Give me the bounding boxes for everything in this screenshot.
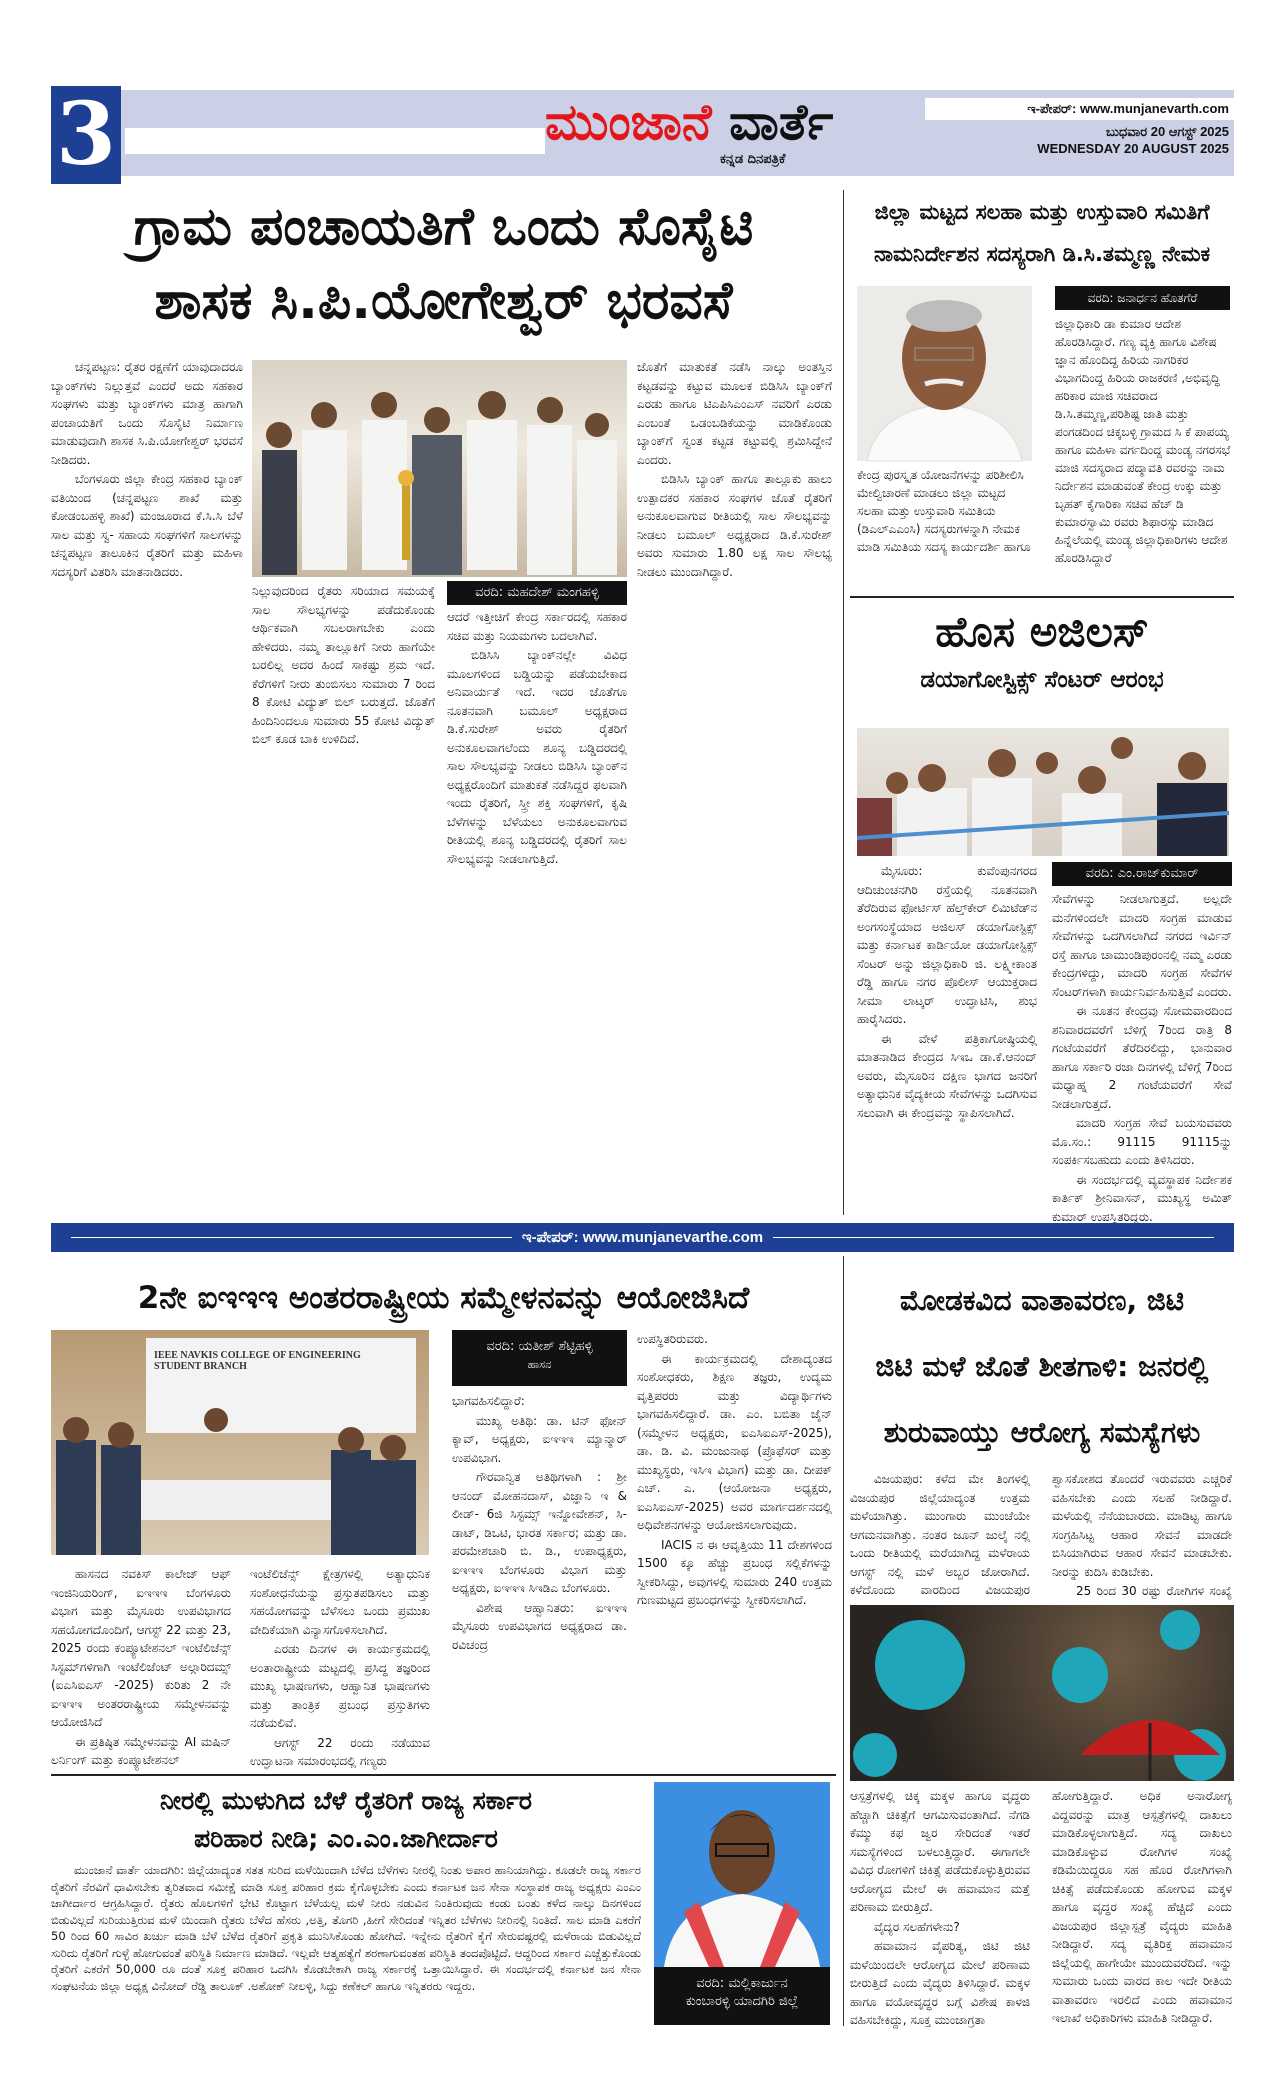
weather-photo: [850, 1605, 1234, 1781]
nominee-byline: ವರದಿ: ಜನಾರ್ಧನ ಹೊತಗೆರೆ: [1055, 286, 1230, 310]
paragraph: 25 ರಿಂದ 30 ರಷ್ಟು ರೋಗಿಗಳ ಸಂಖ್ಯೆ: [1076, 1584, 1232, 1598]
paragraph: ಚನ್ನಪಟ್ಟಣ: ರೈತರ ರಕ್ಷಣೆಗೆ ಯಾವುದಾದರೂ ಬ್ಯಾಂಕ್‌ಗಳು ನಿಲ್ಲುತ್ತವೆ ಎಂದರೆ ಅದು ಸಹಕಾರ ಸಂಘಗಳು ಮತ್ತು ಬ್ಯಾಂಕ್‌ಗಳು ಮಾತ್ರ ಹಾಗಾಗಿ ಪಂಚಾಯತಿಗೆ ಒಂದು ಸೊಸೈಟಿ ನಿರ್ಮಾಣ ಮಾಡುವುದಾಗಿ ಶಾಸಕ ಸಿ.ಪಿ.ಯೋಗೇಶ್ವರ್ ಭರವಸೆ ನೀಡಿದರು.: [51, 360, 243, 467]
photo-banner-text: IEEE NAVKIS COLLEGE OF ENGINEERING STUDENT BRANCH: [146, 1338, 416, 1433]
lead-headline-2: ಶಾಸಕ ಸಿ.ಪಿ.ಯೋಗೇಶ್ವರ್ ಭರವಸೆ: [154, 271, 733, 331]
paragraph: ಇಂಟೆಲಿಜೆನ್ಸ್ ಕ್ಷೇತ್ರಗಳಲ್ಲಿ ಅತ್ಯಾಧುನಿಕ ಸಂಶೋಧನೆಯನ್ನು ಪ್ರಸ್ತುತಪಡಿಸಲು ಮತ್ತು ಸಹಯೋಗವನ್ನು ಬೆಳೆಸಲು ಒಂದು ಪ್ರಮುಖ ವೇದಿಕೆಯಾಗಿ ವಿನ್ಯಾಸಗೊಳಿಸಲಾಗಿದೆ.: [250, 1567, 430, 1637]
paragraph: ಈ ನೂತನ ಕೇಂದ್ರವು ಸೋಮವಾರದಿಂದ ಶನಿವಾರದವರೆಗೆ ಬೆಳಿಗ್ಗೆ 7ರಿಂದ ರಾತ್ರಿ 8 ಗಂಟೆಯವರೆಗೆ ತೆರೆದಿರಲಿದ್ದು, ಭಾನುವಾರ ಹಾಗೂ ಸರ್ಕಾರಿ ರಜಾ ದಿನಗಳಲ್ಲಿ ಬೆಳಿಗ್ಗೆ 7ರಿಂದ ಮಧ್ಯಾಹ್ನ 2 ಗಂಟೆಯವರೆಗೆ ಸೇವೆ ನೀಡಲಾಗುತ್ತದೆ.: [1052, 1004, 1232, 1111]
paragraph: ನಿಲ್ಲುವುದರಿಂದ ರೈತರು ಸರಿಯಾದ ಸಮಯಕ್ಕೆ ಸಾಲ ಸೌಲಭ್ಯಗಳನ್ನು ಪಡೆದುಕೊಂಡು ಆರ್ಥಿಕವಾಗಿ ಸಬಲರಾಗಬೇಕು ಎಂದು ಹೇಳಿದರು. ನಮ್ಮ ತಾಲ್ಲೂಕಿಗೆ ನೀರು ಹಾಗೆಯೇ ಬರಲಿಲ್ಲ ಅದರ ಹಿಂದೆ ಸಾಕಷ್ಟು ಶ್ರಮ ಇದೆ. ಕೆರೆಗಳಿಗೆ ನೀರು ತುಂಬಿಸಲು ಸುಮಾರು 7 ರಿಂದ 8 ಕೋಟಿ ವಿದ್ಯುತ್ ಬಿಲ್ ಬರುತ್ತದೆ. ಜೊತೆಗೆ ಹಿಂದಿನಿಂದಲೂ ಸುಮಾರು 55 ಕೋಟಿ ವಿದ್ಯುತ್ ಬಿಲ್ ಕೂಡ ಬಾಕಿ ಉಳಿದಿದೆ.: [252, 584, 435, 746]
section-divider: [850, 596, 1234, 598]
nominee-photo: [857, 286, 1032, 461]
agilus-column-2: [1052, 890, 1232, 1224]
date-english: WEDNESDAY 20 AUGUST 2025: [1037, 141, 1229, 156]
paragraph: ಆದರೆ ಇತ್ತೀಚಿಗೆ ಕೇಂದ್ರ ಸರ್ಕಾರದಲ್ಲಿ ಸಹಕಾರ ಸಚಿವ ಮತ್ತು ನಿಯಮಗಳು ಬದಲಾಗಿವೆ.: [447, 610, 627, 643]
weather-bottom-column-2: [1052, 1787, 1232, 2023]
nominee-headline-2: ನಾಮನಿರ್ದೇಶನ ಸದಸ್ಯರಾಗಿ ಡಿ.ಸಿ.ತಮ್ಮಣ್ಣ ನೇಮಕ: [873, 242, 1211, 266]
agilus-byline: ವರದಿ: ಎಂ.ರಾಜ್‌ಕುಮಾರ್: [1052, 862, 1232, 886]
paragraph: ಆಸ್ಪತ್ರೆಗಳಲ್ಲಿ ಚಿಕ್ಕ ಮಕ್ಕಳ ಹಾಗೂ ವೃದ್ಧರು ಹೆಚ್ಚಾಗಿ ಚಿಕಿತ್ಸೆಗೆ ಆಗಮಿಸುವಂತಾಗಿದೆ. ನೆಗಡಿ ಕೆಮ್ಮು ಕಫ ಜ್ವರ ಸೇರಿದಂತೆ ಇತರೆ ಸಮಸ್ಯೆಗಳಿಂದ ಬಳಲುತ್ತಿದ್ದಾರೆ. ಈಗಾಗಲೇ ವಿವಿಧ ರೋಗಳಿಗೆ ಚಿಕಿತ್ಸೆ ಪಡೆದುಕೊಳ್ಳುತ್ತಿರುವವ ಆರೋಗ್ಯದ ಮೇಲೆ ಈ ಹವಾಮಾನ ಮತ್ತೆ ಪರಿಣಾಮ ಬೀರುತ್ತಿದೆ.: [850, 1789, 1030, 1914]
paragraph: ವಿಜಯಪುರ: ಕಳೆದ ಮೇ ತಿಂಗಳಲ್ಲಿ ವಿಜಯಪುರ ಜಿಲ್ಲೆಯಾದ್ಯಂತ ಉತ್ತಮ ಮಳೆಯಾಗಿತ್ತು. ಮುಂಗಾರು ಮುಂಚೆಯೇ ಆಗಮನವಾಗಿತ್ತು. ನಂತರ ಜೂನ್ ಜುಲೈ ನಲ್ಲಿ ಒಂದು ರೀತಿಯಲ್ಲಿ ಮರೆಯಾಗಿದ್ದ ಮಳೆರಾಯ ಆಗಸ್ಟ್ ನಲ್ಲಿ ಮಳೆ ಅಬ್ಬರ ಜೋರಾಗಿದೆ. ಕಳೆದೊಂದು ವಾರದಿಂದ ವಿಜಯಪುರ: [850, 1472, 1030, 1597]
date-kannada: ಬುಧವಾರ 20 ಆಗಸ್ಟ್ 2025: [1105, 124, 1229, 139]
weather-bottom-column-1: [850, 1787, 1030, 2027]
paragraph: ಆಗಸ್ಟ್ 22 ರಂದು ನಡೆಯುವ ಉದ್ಘಾಟನಾ ಸಮಾರಂಭದಲ್ಲಿ ಗಣ್ಯರು: [250, 1735, 430, 1768]
paragraph: ಮೈಸೂರು: ಕುವೆಂಪುನಗರದ ಆದಿಚುಂಚನಗಿರಿ ರಸ್ತೆಯಲ್ಲಿ ನೂತನವಾಗಿ ತೆರೆದಿರುವ ಫೋರ್ಟಿಸ್ ಹೆಲ್ತ್‌ಕೇರ್ ಲಿಮಿಟೆಡ್‌ನ ಅಂಗಸಂಸ್ಥೆಯಾದ ಅಜಿಲಸ್ ಡಯಾಗೋಸ್ಟಿಕ್ಸ್ ಮತ್ತು ಕರ್ನಾಟಕ ಕಾರ್ಡಿಯೋ ಡಯಾಗೋಸ್ಟಿಕ್ಸ್ ಸೆಂಟರ್ ಅನ್ನು ಜಿಲ್ಲಾಧಿಕಾರಿ ಜಿ. ಲಕ್ಷ್ಮೀಕಾಂತ ರೆಡ್ಡಿ ಹಾಗೂ ನಗರ ಪೊಲೀಸ್ ಆಯುಕ್ತರಾದ ಸೀಮಾ ಲಾಟ್ಕರ್ ಉದ್ಘಾಟಿಸಿ, ಶುಭ ಹಾರೈಸಿದರು.: [857, 864, 1037, 1026]
ribbon-cutting-image: [857, 728, 1229, 856]
paragraph: IACIS ನ ಈ ಆವೃತ್ತಿಯು 11 ದೇಶಗಳಿಂದ 1500 ಕ್ಕೂ ಹೆಚ್ಚು ಪ್ರಬಂಧ ಸಲ್ಲಿಕೆಗಳನ್ನು ಸ್ವೀಕರಿಸಿದ್ದು, ಅವುಗಳಲ್ಲಿ ಸುಮಾರು 240 ಉತ್ತಮ ಗುಣಮಟ್ಟದ ಪ್ರಬಂಧಗಳನ್ನು ಸ್ವೀಕರಿಸಲಾಗಿದೆ.: [637, 1537, 832, 1607]
ieee-column-4: [637, 1330, 832, 1770]
paragraph: ಬಿಡಿಸಿಸಿ ಬ್ಯಾಂಕ್‌ನಲ್ಲೇ ವಿವಿಧ ಮೂಲಗಳಿಂದ ಬಡ್ಡಿಯನ್ನು ಪಡೆಯಬೇಕಾದ ಅನಿವಾರ್ಯತೆ ಇದೆ. ಇದರ ಜೊತೆಗೂ ನೂತನವಾಗಿ ಬಮೂಲ್ ಅಧ್ಯಕ್ಷರಾದ ಡಿ.ಕೆ.ಸುರೇಶ್ ಅವರು ರೈತರಿಗೆ ಅನುಕೂಲವಾಗಲೆಂದು ಶೂನ್ಯ ಬಡ್ಡಿದರದಲ್ಲಿ ಸಾಲ ಸೌಲಭ್ಯವನ್ನು ನೀಡಲು ಬಿಡಿಸಿಸಿ ಬ್ಯಾಂಕ್‌ನ ಅಧ್ಯಕ್ಷರೊಂದಿಗೆ ಮಾತುಕತೆ ನಡೆಸಿದ್ದರ ಫಲವಾಗಿ ಇಂದು ರೈತರಿಗೆ, ಸ್ತ್ರೀ ಶಕ್ತಿ ಸಂಘಗಳಿಗೆ, ಕೃಷಿ ಬೆಳೆಗಳನ್ನು ಬೆಳೆಯಲು ಅನುಕೂಲವಾಗುವ ರೀತಿಯಲ್ಲಿ ಶೂನ್ಯ ಬಡ್ಡಿದರದಲ್ಲಿ ರೈತರಿಗೆ ಸಾಲ ಸೌಲಭ್ಯವನ್ನು ನೀಡಲಾಗುತ್ತಿದೆ.: [447, 648, 627, 866]
paragraph: ಭಾಗವಹಿಸಲಿದ್ದಾರೆ:: [452, 1394, 525, 1408]
column-divider: [843, 1256, 844, 2026]
agilus-photo: [857, 728, 1229, 856]
flood-body: [51, 1862, 641, 2027]
masthead-strip: [125, 128, 545, 154]
ieee-column-3: [452, 1392, 627, 1770]
paragraph: ವೈದ್ಯರ ಸಲಹೆಗಳೇನು?: [874, 1919, 960, 1934]
flood-headline-2: ಪರಿಹಾರ ನೀಡಿ; ಎಂ.ಎಂ.ಜಾಗೀರ್ದಾರ: [194, 1824, 498, 1853]
meeting-image: [51, 1330, 429, 1555]
paragraph: ಗೌರವಾನ್ವಿತ ಅತಿಥಿಗಳಾಗಿ : ಶ್ರೀ ಆನಂದ್ ಮೋಹನದಾಸ್, ವಿಜ್ಞಾನಿ ಇ & ಲೀಡ್- 6ಜಿ ಸಿಸ್ಟಮ್ಸ್ ಇನ್ನೋವೇಶನ್, ಸಿ-ಡಾಟ್, ಡಿಒಟಿ, ಭಾರತ ಸರ್ಕಾರ; ಮತ್ತು ಡಾ. ಪರಮೇಶಚಾರಿ ಬಿ. ಡಿ., ಉಪಾಧ್ಯಕ್ಷರು, ಐಇಇಇ ಬೆಂಗಳೂರು ವಿಭಾಗ ಮತ್ತು ಅಧ್ಯಕ್ಷರು, ಐಇಇಇ ಸಿಇಡಿಎ ಬೆಂಗಳೂರು.: [452, 1470, 627, 1595]
byline-place: ಹಾಸನ: [527, 1358, 552, 1371]
byline-name: ವರದಿ: ಮಲ್ಲಿಕಾರ್ಜುನ: [696, 1976, 788, 1991]
paragraph: ಹಾಸನದ ನವಕಿಸ್ ಕಾಲೇಜ್ ಆಫ್ ಇಂಜಿನಿಯರಿಂಗ್, ಐಇಇಇ ಬೆಂಗಳೂರು ವಿಭಾಗ ಮತ್ತು ಮೈಸೂರು ಉಪವಿಭಾಗದ ಸಹಯೋಗದೊಂದಿಗೆ, ಆಗಸ್ಟ್ 22 ಮತ್ತು 23, 2025 ರಂದು ಕಂಪ್ಯೂಟೇಶನಲ್ ಇಂಟೆಲಿಜೆನ್ಸ್ ಸಿಸ್ಟಮ್‌ಗಳಿಗಾಗಿ ಇಂಟೆಲಿಜೆಂಟ್ ಅಲ್ಗಾರಿದಮ್ಸ್ (ಐಎಸಿಐಎಸ್ -2025) ಕುರಿತು 2 ನೇ ಐಇಇಇ ಅಂತರರಾಷ್ಟ್ರೀಯ ಸಮ್ಮೇಳನವನ್ನು ಆಯೋಜಿಸಿದೆ: [51, 1567, 231, 1729]
paragraph: ವಿಶೇಷ ಆಹ್ವಾನಿತರು: ಐಇಇಇ ಮೈಸೂರು ಉಪವಿಭಾಗದ ಅಧ್ಯಕ್ಷರಾದ ಡಾ. ರವಿಚಂದ್ರ: [452, 1600, 627, 1652]
paragraph: ಈ ಸಂದರ್ಭದಲ್ಲಿ ವ್ಯವಸ್ಥಾಪಕ ನಿರ್ದೇಶಕ ಕಾರ್ತಿಕ್ ಶ್ರೀನಿವಾಸನ್, ಮುಖ್ಯಸ್ಥ ಅಮಿತ್ ಕುಮಾರ್ ಉಪಸ್ಥಿತರಿದ್ದರು.: [1052, 1172, 1232, 1224]
paragraph: ಉಪಸ್ಥಿತರಿರುವರು.: [637, 1332, 708, 1346]
section-divider: [51, 1774, 836, 1776]
byline-name: ವರದಿ: ಯತೀಶ್ ಶೆಟ್ಟಿಹಳ್ಳಿ: [486, 1339, 593, 1354]
nominee-right-text: ಜಿಲ್ಲಾಧಿಕಾರಿ ಡಾ ಕುಮಾರ ಆದೇಶ ಹೊರಡಿಸಿದ್ದಾರೆ. ಗಣ್ಯ ವ್ಯಕ್ತಿ ಹಾಗೂ ವಿಶೇಷ ಜ್ಞಾನ ಹೊಂದಿದ್ದ ಹಿರಿಯ ನಾಗರಿಕರ ವಿಭಾಗದಿಂದ್ದ ಹಿರಿಯ ರಾಜಕರಣಿ ,ಅಭಿವೃದ್ಧಿ ಹರಿಕಾರ ಮಾಜಿ ಸಚಿವರಾದ ಡಿ.ಸಿ.ತಮ್ಮಣ್ಣ,ಪರಿಶಿಷ್ಟ ಜಾತಿ ಮತ್ತು ಪಂಗಡದಿಂದ ಚಿಕ್ಕಬಳ್ಳಿ ಗ್ರಾಮದ ಸಿ ಕೆ ಪಾಪಯ್ಯ ಹಾಗೂ ಮಹಿಳಾ ವರ್ಗದಿಂದ್ದ ಮಂಡ್ಯ ನಗರಸಭೆ ಮಾಜಿ ಸದಸ್ಯರಾದ ಪದ್ಮಾವತಿ ರವರನ್ನು ನಾಮ ನಿರ್ದೇಶನ ಮಾಡುವಂತೆ ಕೇಂದ್ರ ಉಕ್ಕು ಮತ್ತು ಬೃಹತ್ ಕೈಗಾರಿಕಾ ಸಚಿವ ಹೆಚ್ ಡಿ ಕುಮಾರಸ್ವಾಮಿ ರವರು ಶಿಫಾರಸ್ಸು ಮಾಡಿದ ಹಿನ್ನೆಲೆಯಲ್ಲಿ ಮಂಡ್ಯ ಜಿಲ್ಲಾಧಿಕಾರಿಗಳು ಆದೇಶ ಹೊರಡಿಸಿದ್ದಾರೆ: [1055, 317, 1231, 565]
lead-column-3: [447, 608, 627, 1153]
paragraph: ಮುಖ್ಯ ಅತಿಥಿ: ಡಾ. ಟಿನ್ ಫೋನ್ ಕ್ಯಾವ್, ಅಧ್ಯಕ್ಷರು, ಐಇಇಇ ಮ್ಯಾನ್ಮಾರ್ ಉಪವಿಭಾಗ.: [452, 1413, 627, 1465]
people-lighting-lamp-image: [252, 360, 627, 577]
weather-headline-1: ಮೋಡಕವಿದ ವಾತಾವರಣ, ಜಿಟಿ: [899, 1284, 1185, 1317]
paragraph: ಬಿಡಿಸಿಸಿ ಬ್ಯಾಂಕ್ ಹಾಗೂ ತಾಲ್ಲೂಕು ಹಾಲು ಉತ್ಪಾದಕರ ಸಹಕಾರ ಸಂಘಗಳ ಜೊತೆ ರೈತರಿಗೆ ಅನುಕೂಲವಾಗುವ ರೀತಿಯಲ್ಲಿ ಸಾಲ ಸೌಲಭ್ಯವನ್ನು ನೀಡಲು ಬಮೂಲ್ ಅಧ್ಯಕ್ಷರಾದ ಡಿ.ಕೆ.ಸುರೇಶ್ ಅವರು ಸುಮಾರು 1.80 ಲಕ್ಷ ಸಾಲ ಸೌಲಭ್ಯ ನೀಡಲು ಮುಂದಾಗಿದ್ದಾರೆ.: [637, 472, 832, 579]
band-epaper-link[interactable]: ಇ-ಪೇಪರ್: www.munjanevarthe.com: [521, 1229, 764, 1246]
paragraph: ಈ ಪ್ರತಿಷ್ಠಿತ ಸಮ್ಮೇಳನವನ್ನು AI ಮಷಿನ್ ಲರ್ನಿಂಗ್ ಮತ್ತು ಕಂಪ್ಯೂಟೇಶನಲ್: [51, 1734, 231, 1767]
nominee-headline-1: ಜಿಲ್ಲಾ ಮಟ್ಟದ ಸಲಹಾ ಮತ್ತು ಉಸ್ತುವಾರಿ ಸಮಿತಿಗೆ: [874, 200, 1210, 224]
epaper-link[interactable]: ಇ-ಪೇಪರ್: www.munjanevarth.com: [925, 98, 1235, 120]
virus-and-umbrella-image: [850, 1605, 1234, 1781]
column-divider: [843, 190, 844, 1215]
reporter-portrait-image: [654, 1782, 830, 1967]
logo-black: ವಾರ್ತೆ: [729, 93, 834, 151]
paragraph: ಎರಡು ದಿನಗಳ ಈ ಕಾರ್ಯಕ್ರಮದಲ್ಲಿ ಅಂತಾರಾಷ್ಟ್ರೀಯ ಮಟ್ಟದಲ್ಲಿ ಪ್ರಸಿದ್ಧ ತಜ್ಞರಿಂದ ಮುಖ್ಯ ಭಾಷಣಗಳು, ಆಹ್ವಾನಿತ ಭಾಷಣಗಳು ಮತ್ತು ತಾಂತ್ರಿಕ ಪ್ರಬಂಧ ಪ್ರಸ್ತುತಿಗಳು ನಡೆಯಲಿವೆ.: [250, 1642, 430, 1730]
logo-red: ಮುಂಜಾನೆ: [545, 93, 712, 151]
page-number: 3: [51, 86, 121, 184]
ieee-headline: 2ನೇ ಐಇಇಇ ಅಂತರರಾಷ್ಟ್ರೀಯ ಸಮ್ಮೇಳನವನ್ನು ಆಯೋಜಿಸಿದೆ: [137, 1280, 750, 1316]
flood-byline: [654, 1967, 830, 2025]
reporter-photo: [654, 1782, 830, 1967]
paragraph: ಬೆಂಗಳೂರು ಜಿಲ್ಲಾ ಕೇಂದ್ರ ಸಹಕಾರ ಬ್ಯಾಂಕ್ ವತಿಯಿಂದ (ಚನ್ನಪಟ್ಟಣ ಶಾಖೆ ಮತ್ತು ಕೋಡಂಬಹಳ್ಳಿ ಶಾಖೆ) ಮಂಜೂರಾದ ಕೆ.ಸಿ.ಸಿ ಬೆಳೆ ಸಾಲ ಮತ್ತು ಸ್ವ- ಸಹಾಯ ಸಂಘಗಳಿಗೆ ಸಾಲಗಳನ್ನು ಚನ್ನಪಟ್ಟಣ ತಾಲೂಕಿನ ರೈತರಿಗೆ ಮತ್ತು ಮಹಿಳಾ ಸದಸ್ಯರಿಗೆ ವಿತರಿಸಿ ಮಾತನಾಡಿದರು.: [51, 472, 243, 579]
paragraph: ಸೇವೆಗಳನ್ನು ನೀಡಲಾಗುತ್ತದೆ. ಅಲ್ಲದೇ ಮನೆಗಳಿಂದಲೇ ಮಾದರಿ ಸಂಗ್ರಹ ಮಾಡುವ ಸೇವೆಗಳನ್ನು ಒದಗಿಸಲಾಗಿದೆ ನಗರದ ಇರ್ವಿನ್ ರಸ್ತೆ ಹಾಗೂ ಚಾಮುಂಡಿಪುರಂನಲ್ಲಿ ನಮ್ಮ ಎರಡು ಕೇಂದ್ರಗಳಿದ್ದು, ಮಾದರಿ ಸಂಗ್ರಹ ಸೇವೆಗಳ ಸೆಂಟರ್‌ಗಳಾಗಿ ಕಾರ್ಯನಿರ್ವಹಿಸುತ್ತಿವೆ ಎಂದರು.: [1052, 892, 1232, 999]
newspaper-logo: [545, 92, 833, 152]
band-rule: [71, 1237, 512, 1238]
paragraph: ಹೋಗುತ್ತಿದ್ದಾರೆ. ಅಧಿಕ ಅನಾರೋಗ್ಯ ವಿದ್ದವರನ್ನು ಮಾತ್ರ ಆಸ್ಪತ್ರೆಗಳಲ್ಲಿ ದಾಖಲು ಮಾಡಿಕೊಳ್ಳಲಾಗುತ್ತಿದೆ. ಸದ್ಯ ದಾಖಲು ಮಾಡಿಕೊಳ್ಳುವ ರೋಗಿಗಳ ಸಂಖ್ಯೆ ಕಡಿಮೆಯಿದ್ದರೂ ಸಹ ಹೊರ ರೋಗಿಗಳಾಗಿ ಚಿಕಿತ್ಸೆ ಪಡೆದುಕೊಂಡು ಹೋಗುವ ಮಕ್ಕಳ ಹಾಗೂ ವೃದ್ಧರ ಸಂಖ್ಯೆ ಹೆಚ್ಚಿದೆ ಎಂದು ವಿಜಯಪುರ ಜಿಲ್ಲಾಸ್ಪತ್ರೆ ವೈದ್ಯರು ಮಾಹಿತಿ ನೀಡಿದ್ದಾರೆ. ಸದ್ಯ ವ್ಯತಿರಿಕ್ತ ಹವಾಮಾನ ಜಿಲ್ಲೆಯಲ್ಲಿ ಹಾಗೇಯೇ ಮುಂದುವರೆದಿದೆ. ಇನ್ನು ಸುಮಾರು ಒಂದು ವಾರದ ಕಾಲ ಇದೇ ರೀತಿಯ ವಾತಾವರಣ ಇರಲಿದೆ ಎಂದು ಹವಾಮಾನ ಇಲಾಖೆ ಅಧಿಕಾರಿಗಳು ಮಾಹಿತಿ ನೀಡಿದ್ದಾರೆ.: [1052, 1789, 1232, 2025]
paragraph: ಜೊತೆಗೆ ಮಾತುಕತೆ ನಡೆಸಿ ನಾಲ್ಕು ಅಂತಸ್ತಿನ ಕಟ್ಟಡವನ್ನು ಕಟ್ಟುವ ಮೂಲಕ ಬಿಡಿಸಿಸಿ ಬ್ಯಾಂಕ್‌ಗೆ ಎರಡು ಹಾಗೂ ಟಿಎಪಿಸಿಎಂಎಸ್ ನವರಿಗೆ ಎರಡು ಎಂಬಂತೆ ಒಡಂಬಡಿಕೆಯನ್ನು ಮಾಡಿಕೊಂಡು ಬ್ಯಾಂಕ್‌ಗೆ ಸ್ವಂತ ಕಟ್ಟಡ ಕಟ್ಟುವಲ್ಲಿ ಶ್ರಮಿಸಿದ್ದೇನೆ ಎಂದರು.: [637, 360, 832, 467]
agilus-column-1: [857, 862, 1037, 1212]
epaper-band: [51, 1223, 1234, 1252]
band-rule: [773, 1237, 1214, 1238]
ieee-byline: [452, 1330, 627, 1386]
lead-headline-1: ಗ್ರಾಮ ಪಂಚಾಯತಿಗೆ ಒಂದು ಸೊಸೈಟಿ: [133, 197, 754, 257]
paragraph: ಮಾದರಿ ಸಂಗ್ರಹ ಸೇವೆ ಬಯಸುವವರು ಮೊ.ಸಂ.: 91115 91115ನ್ನು ಸಂಪರ್ಕಿಸಬಹುದು ಎಂದು ತಿಳಿಸಿದರು.: [1052, 1116, 1232, 1167]
agilus-headline-2: ಡಯಾಗೋಸ್ಟಿಕ್ಸ್ ಸೆಂಟರ್ ಆರಂಭ: [920, 667, 1164, 693]
weather-headline-2: ಜಿಟಿ ಮಳೆ ಜೊತೆ ಶೀತಗಾಳಿ: ಜನರಲ್ಲಿ: [875, 1350, 1209, 1383]
paragraph: ಈ ಕಾರ್ಯಕ್ರಮದಲ್ಲಿ ದೇಶಾದ್ಯಂತದ ಸಂಶೋಧಕರು, ಶಿಕ್ಷಣ ತಜ್ಞರು, ಉದ್ಯಮ ವೃತ್ತಿಪರರು ಮತ್ತು ವಿದ್ಯಾರ್ಥಿಗಳು ಭಾಗವಹಿಸಲಿದ್ದಾರೆ. ಡಾ. ಎಂ. ಬಬಿತಾ ಜೈನ್ (ಸಮ್ಮೇಳನ ಅಧ್ಯಕ್ಷರು, ಐಎಸಿಐಎಸ್-2025), ಡಾ. ಡಿ. ವಿ. ಮಂಜುನಾಥ (ಪ್ರೊಫೆಸರ್ ಮತ್ತು ಮುಖ್ಯಸ್ಥರು, ಇಸಿಇ ವಿಭಾಗ) ಮತ್ತು ಡಾ. ದೀಪಕ್ ಎಚ್. ಎ. (ಆಯೋಜನಾ ಅಧ್ಯಕ್ಷರು, ಐಎಸಿಐಎಸ್-2025) ಅವರ ಮಾರ್ಗದರ್ಶನದಲ್ಲಿ ಅಧಿವೇಶನಗಳನ್ನು ಆಯೋಜಿಸಲಾಗುವುದು.: [637, 1351, 832, 1532]
paragraph: ಶ್ವಾಸಕೋಶದ ತೊಂದರೆ ಇರುವವರು ಎಚ್ಚರಿಕೆ ವಹಿಸಬೇಕು ಎಂದು ಸಲಹೆ ನೀಡಿದ್ದಾರೆ. ಮಳೆಯಲ್ಲಿ ನೆನೆಯಬಾರದು. ಮಾಡಿಟ್ಟ ಹಾಗೂ ಸಂಗ್ರಹಿಸಿಟ್ಟ ಆಹಾರ ಸೇವನೆ ಮಾಡದೇ ಬಿಸಿಯಾಗಿರುವ ಆಹಾರ ಸೇವನೆ ಮಾಡಬೇಕು. ನೀರನ್ನು ಕುದಿಸಿ ಕುಡಿಬೇಕು.: [1052, 1472, 1232, 1579]
lead-photo: [252, 360, 627, 577]
ieee-column-2: [250, 1565, 430, 1770]
ieee-photo: [51, 1330, 429, 1555]
newspaper-subtitle: ಕನ್ನಡ ದಿನಪತ್ರಿಕೆ: [720, 152, 786, 167]
weather-headline-3: ಶುರುವಾಯ್ತು ಆರೋಗ್ಯ ಸಮಸ್ಯೆಗಳು: [883, 1416, 1201, 1449]
byline-place: ಕುಂಬಾರಳ್ಳಿ ಯಾದಗಿರಿ ಜಿಲ್ಲೆ: [685, 1994, 799, 2009]
weather-top-column-1: [850, 1470, 1030, 1600]
lead-byline: ವರದಿ: ಮಹದೇಶ್ ಮಂಗಹಳ್ಳಿ: [447, 581, 627, 605]
ieee-column-1: [51, 1565, 231, 1770]
flood-headline-1: ನೀರಲ್ಲಿ ಮುಳುಗಿದ ಬೆಳೆ ರೈತರಿಗೆ ರಾಜ್ಯ ಸರ್ಕಾರ: [159, 1786, 533, 1815]
issue-date: [925, 123, 1235, 157]
lead-column-1: [51, 358, 243, 1153]
lead-column-4: [637, 358, 832, 1153]
paragraph: ಹವಾಮಾನ ವೈಪರಿತ್ಯ, ಜಿಟಿ ಜಿಟಿ ಮಳೆಯಿಂದಲೇ ಆರೋಗ್ಯದ ಮೇಲೆ ಪರಿಣಾಮ ಬೀರುತ್ತಿದೆ ಎಂದು ವೈದ್ಯರು ತಿಳಿಸಿದ್ದಾರೆ. ಮಕ್ಕಳ ಹಾಗೂ ವಯೋವೃದ್ಧರ ಬಗ್ಗೆ ವಿಶೇಷ ಕಾಳಜಿ ವಹಿಸಬೇಕಿದ್ದು, ಸೂಕ್ತ ಮುಂಜಾಗ್ರತಾ: [850, 1939, 1030, 2027]
paragraph: ಮುಂಜಾನೆ ವಾರ್ತೆ ಯಾದಗಿರಿ: ಜಿಲ್ಲೆಯಾದ್ಯಂತ ಸತತ ಸುರಿದ ಮಳೆಯಿಂದಾಗಿ ಬೆಳೆದ ಬೆಳೆಗಳು ನೀರಲ್ಲಿ ನಿಂತು ಅಪಾರ ಹಾನಿಯಾಗಿದ್ದು. ಕೂಡಲೇ ರಾಜ್ಯ ಸರ್ಕಾರ ರೈತರಿಗೆ ನೆರವಿಗೆ ಧಾವಿಸಬೇಕು ತ್ವರಿತವಾದ ಸಮೀಕ್ಷೆ ಮಾಡಿ ಸೂಕ್ತ ಪರಿಹಾರ ಕ್ರಮ ಕೈಗೊಳ್ಳಬೇಕು ಎಂದು ಕರ್ನಾಟಕ ಜನ ಸೇನಾ ಸಂಸ್ಥಾಪಕ ರಾಜ್ಯ ಅಧ್ಯಕ್ಷರು ಎಂಎಂ ಜಾಗೀರ್ದಾರ ಆಗ್ರಹಿಸಿದ್ದಾರೆ. ರೈತರು ಹೊಲಗಳಿಗೆ ಭೇಟಿ ಕೊಟ್ಟಾಗ ಬೆಳೆಯಲ್ಲ ಮಳೆ ನೀರು ನಡುವಿನ ನಿಂತಿರುವುದು ಕಂಡು ಬಂತು ಕಳೆದ ನಾಲ್ಕು ದಿನಗಳಿಂದ ಬಿಡುವಿಲ್ಲದೆ ಸುರಿಯುತ್ತಿರುವ ಮಳೆ ಯಿಂದಾಗಿ ರೈತರು ಬೆಳೆದ ಹೆಸರು ,ಅತ್ತಿ, ತೊಗರಿ ,ಹೀಗೆ ಸೇರಿದಂತೆ ಇನ್ನಿತರ ಬೆಳೆಗಳು ನೀರಿನಲ್ಲಿ ನಿಂತಿದೆ. ಸಾಲ ಮಾಡಿ ಎಕರೆಗೆ 50 ರಿಂದ 60 ಸಾವಿರ ಖರ್ಚು ಮಾಡಿ ಬೆಳೆ ಬೆಳೆದ ರೈತರಿಗೆ ಪ್ರಕೃತಿ ಮುನಿಸಿಕೊಂಡು ಹೋಗಿದೆ. ಇನ್ನೇನು ರೈತರಿಗೆ ಕೈಗೆ ಸೇರುವಷ್ಟರಲ್ಲಿ ಮಳೆರಾಯ ಬಿಡುವಿಲ್ಲದೆ ಸುರಿದು ರೈತರಿಗೆ ಗುಳ್ಳೆ ಹೋಗುವಂತೆ ಪರಿಸ್ಥಿತಿ ನಿರ್ಮಾಣ ಮಾಡಿದೆ. ಇಲ್ಲವೇ ಆತ್ಮಹತ್ಯೆಗೆ ಶರಣಾಗುವಂತಹ ಪರಿಸ್ಥಿತಿ ತಂದಪೊಟ್ಟಿದೆ. ಆದ್ದರಿಂದ ಸರ್ಕಾರ ಎಚ್ಚೆತ್ತುಕೊಂಡು ರೈತರಿಗೆ ಎಕರೆಗೆ 50,000 ರೂ ದಂತೆ ಸೂಕ್ತ ಪರಿಹಾರ ಒದಗಿಸಿ ಕೊಡಬೇಕಾಗಿ ರಾಜ್ಯ ಸರ್ಕಾರಕ್ಕೆ ಒತ್ತಾಯಿಸಿದ್ದಾರೆ. ಈ ಸಂದರ್ಭದಲ್ಲಿ ಕರ್ನಾಟಕ ಜನ ಸೇನಾ ಸಂಘಟನೆಯ ಜಿಲ್ಲಾ ಅಧ್ಯಕ್ಷ ವಿನೋದ್ ರೆಡ್ಡಿ ತಾಲೂಕ್ .ಅಶೋಕ್ ನೀಲಳ್ಳಿ, ಸಿದ್ದು ಕಣೆಕಲ್ ಹಾಗೂ ಇನ್ನಿತರರು ಇದ್ದರು.: [51, 1863, 641, 1993]
weather-top-column-2: [1052, 1470, 1232, 1600]
nominee-left-text: ಕೇಂದ್ರ ಪುರಸ್ಕೃತ ಯೋಜನೆಗಳನ್ನು ಪರಿಶೀಲಿಸಿ ಮೇಲ್ವಿಚಾರಣೆ ಮಾಡಲು ಜಿಲ್ಲಾ ಮಟ್ಟದ ಸಲಹಾ ಮತ್ತು ಉಸ್ತುವಾರಿ ಸಮಿತಿಯ (ಡಿಎಲ್‌ಎಎಂಸಿ) ಸದಸ್ಯರುಗಳನ್ನಾಗಿ ನೇಮಕ ಮಾಡಿ ಸಮಿತಿಯ ಸದಸ್ಯ ಕಾರ್ಯದರ್ಶಿ ಹಾಗೂ: [857, 468, 1031, 554]
lead-column-2: [252, 582, 435, 1153]
agilus-headline-1: ಹೊಸ ಅಜಿಲಸ್: [935, 607, 1149, 656]
portrait-image: [857, 286, 1032, 461]
paragraph: ಈ ವೇಳೆ ಪತ್ರಿಕಾಗೋಷ್ಠಿಯಲ್ಲಿ ಮಾತನಾಡಿದ ಕೇಂದ್ರದ ಸಿಇಒ ಡಾ.ಕೆ.ಆನಂದ್ ಅವರು, ಮೈಸೂರಿನ ದಕ್ಷಿಣ ಭಾಗದ ಜನರಿಗೆ ಅತ್ಯಾಧುನಿಕ ವೈದ್ಯಕೀಯ ಸೇವೆಗಳನ್ನು ಒದಗಿಸುವ ಸಲುವಾಗಿ ಈ ಕೇಂದ್ರವನ್ನು ಸ್ಥಾಪಿಸಲಾಗಿದೆ.: [857, 1031, 1037, 1120]
